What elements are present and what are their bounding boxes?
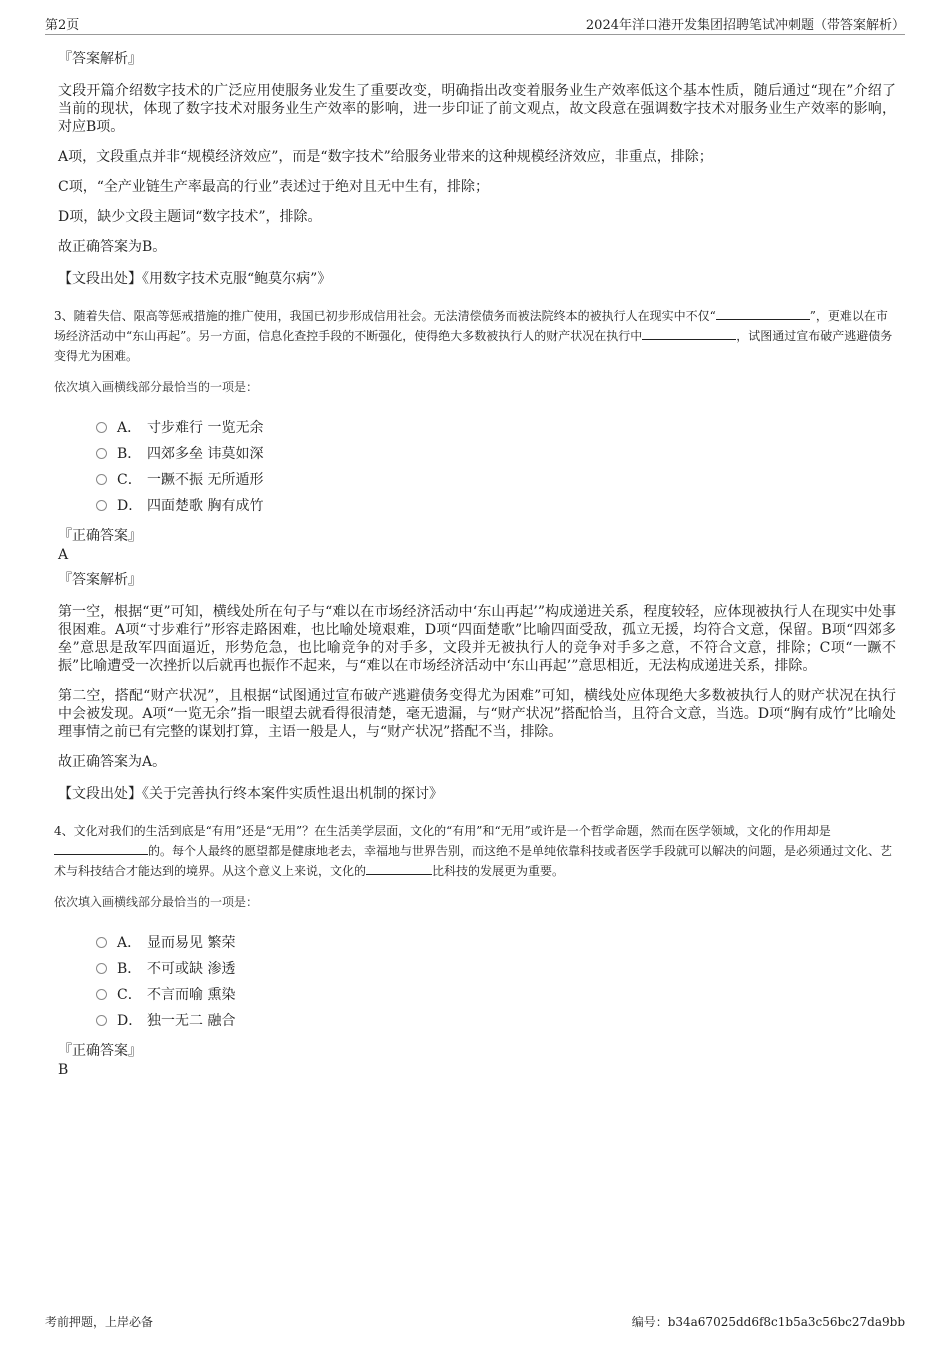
q4-text-part1: 4、文化对我们的生活到底是“有用”还是“无用”？在生活美学层面，文化的“有用”和“无用”或许是一个哲学命题，然而在医学领域，文化的作用却是 xyxy=(54,824,831,838)
q3-option-b[interactable]: B． 四郊多垒 讳莫如深 xyxy=(96,441,896,467)
q4-text-part3: 比科技的发展更为重要。 xyxy=(432,864,565,878)
q3-analysis-p1: 第一空，根据“更”可知，横线处所在句子与“难以在市场经济活动中‘东山再起’”构成递进关系，程度较轻，应体现被执行人在现实中处事很困难。A项“寸步难行”形容走路困难，也比喻处境艰难，D项“四面楚歌”比喻四面受敌，孤立无援，均符合文意，保留。B项“四郊多垒”意思是敌军四面逼近，形势危急，也比喻竞争的对手多，文段并无被执行人的竞争对手多之意，不符合文意，排除；C项“一蹶不振”比喻遭受一次挫折以后就再也振作不起来，与“难以在市场经济活动中‘东山再起’”意思相近，无法构成递进关系，排除。 xyxy=(58,604,896,674)
q3-option-c[interactable]: C． 一蹶不振 无所遁形 xyxy=(96,467,896,493)
prev-analysis-p1: 文段开篇介绍数字技术的广泛应用使服务业发生了重要改变，明确指出改变着服务业生产效率低这个基本性质，随后通过“现在”介绍了当前的现状，体现了数字技术对服务业生产效率的影响，进一步印证了前文观点，故文段意在强调数字技术对服务业生产效率的影响，对应B项。 xyxy=(58,83,896,135)
q3-instruction: 依次填入画横线部分最恰当的一项是： xyxy=(54,380,259,394)
analysis-label: 『答案解析』 xyxy=(58,51,142,67)
radio-icon[interactable] xyxy=(96,474,107,485)
radio-icon[interactable] xyxy=(96,500,107,511)
document-id: 编号：b34a67025dd6f8c1b5a3c56bc27da9bb xyxy=(631,1315,905,1329)
q3-analysis-p2: 第二空，搭配“财产状况”，且根据“试图通过宣布破产逃避债务变得尤为困难”可知，横线处应体现绝大多数被执行人的财产状况在执行中会被发现。A项“一览无余”指一眼望去就看得很清楚，毫无遗漏，与“财产状况”搭配恰当，且符合文意，当选。D项“胸有成竹”比喻处理事情之前已有完整的谋划打算，主语一般是人，与“财产状况”搭配不当，排除。 xyxy=(58,688,896,740)
prev-analysis-p2: A项，文段重点并非“规模经济效应”，而是“数字技术”给服务业带来的这种规模经济效应，非重点，排除； xyxy=(58,149,713,165)
q4-text-part2: 的。每个人最终的愿望都是健康地老去，幸福地与世界告别，而这绝不是单纯依靠科技或者医学手段就可以解决的问题，是必须通过文化、艺术与科技结合才能达到的境界。从这个意义上来说，文化的 xyxy=(54,844,893,878)
q4-correct-answer: B xyxy=(58,1062,69,1078)
prev-conclusion: 故正确答案为B。 xyxy=(58,239,167,255)
question-4-text xyxy=(54,821,896,881)
document-title: 2024年洋口港开发集团招聘笔试冲刺题（带答案解析） xyxy=(585,18,905,33)
q4-instruction: 依次填入画横线部分最恰当的一项是： xyxy=(54,895,259,909)
radio-icon[interactable] xyxy=(96,422,107,433)
page-content xyxy=(54,48,896,1084)
prev-analysis-p3: C项，“全产业链生产率最高的行业”表述过于绝对且无中生有，排除； xyxy=(58,179,490,195)
question-3-text xyxy=(54,306,896,366)
q3-option-d[interactable]: D． 四面楚歌 胸有成竹 xyxy=(96,493,896,519)
radio-icon[interactable] xyxy=(96,448,107,459)
q3-text-part3: ，试图通过宣布破产逃避债务变得尤为困难。 xyxy=(54,329,893,363)
q3-text-part1: 3、随着失信、限高等惩戒措施的推广使用，我国已初步形成信用社会。无法清偿债务而被法院终本的被执行人在现实中不仅“ xyxy=(54,309,716,323)
q3-correct-label: 『正确答案』 xyxy=(58,528,142,544)
radio-icon[interactable] xyxy=(96,989,107,1000)
q3-source: 【文段出处】《关于完善执行终本案件实质性退出机制的探讨》 xyxy=(58,786,443,802)
footer-slogan: 考前押题，上岸必备 xyxy=(45,1315,154,1329)
q3-conclusion: 故正确答案为A。 xyxy=(58,754,167,770)
q4-blank-1 xyxy=(54,842,148,855)
q4-option-c[interactable]: C． 不言而喻 熏染 xyxy=(96,982,896,1008)
prev-analysis-p4: D项，缺少文段主题词“数字技术”，排除。 xyxy=(58,209,322,225)
radio-icon[interactable] xyxy=(96,937,107,948)
prev-source: 【文段出处】《用数字技术克服“鲍莫尔病”》 xyxy=(58,271,332,287)
q4-option-b[interactable]: B． 不可或缺 渗透 xyxy=(96,956,896,982)
q3-option-a[interactable]: A． 寸步难行 一览无余 xyxy=(96,415,896,441)
q3-blank-1 xyxy=(716,307,810,320)
q3-analysis-label: 『答案解析』 xyxy=(58,572,142,588)
q4-option-d[interactable]: D． 独一无二 融合 xyxy=(96,1008,896,1034)
radio-icon[interactable] xyxy=(96,963,107,974)
q4-option-a[interactable]: A． 显而易见 繁荣 xyxy=(96,930,896,956)
q3-options xyxy=(96,415,896,519)
q4-options xyxy=(96,930,896,1034)
radio-icon[interactable] xyxy=(96,1015,107,1026)
page-header xyxy=(45,14,905,35)
q3-blank-2 xyxy=(642,327,736,340)
q4-blank-2 xyxy=(366,862,432,875)
page-number: 第2页 xyxy=(45,18,80,33)
q4-correct-label: 『正确答案』 xyxy=(58,1043,142,1059)
q3-text-part2: ”，更难以在市场经济活动中“东山再起”。另一方面，信息化查控手段的不断强化，使得绝大多数被执行人的财产状况在执行中 xyxy=(54,309,888,343)
q3-correct-answer: A xyxy=(58,547,69,563)
